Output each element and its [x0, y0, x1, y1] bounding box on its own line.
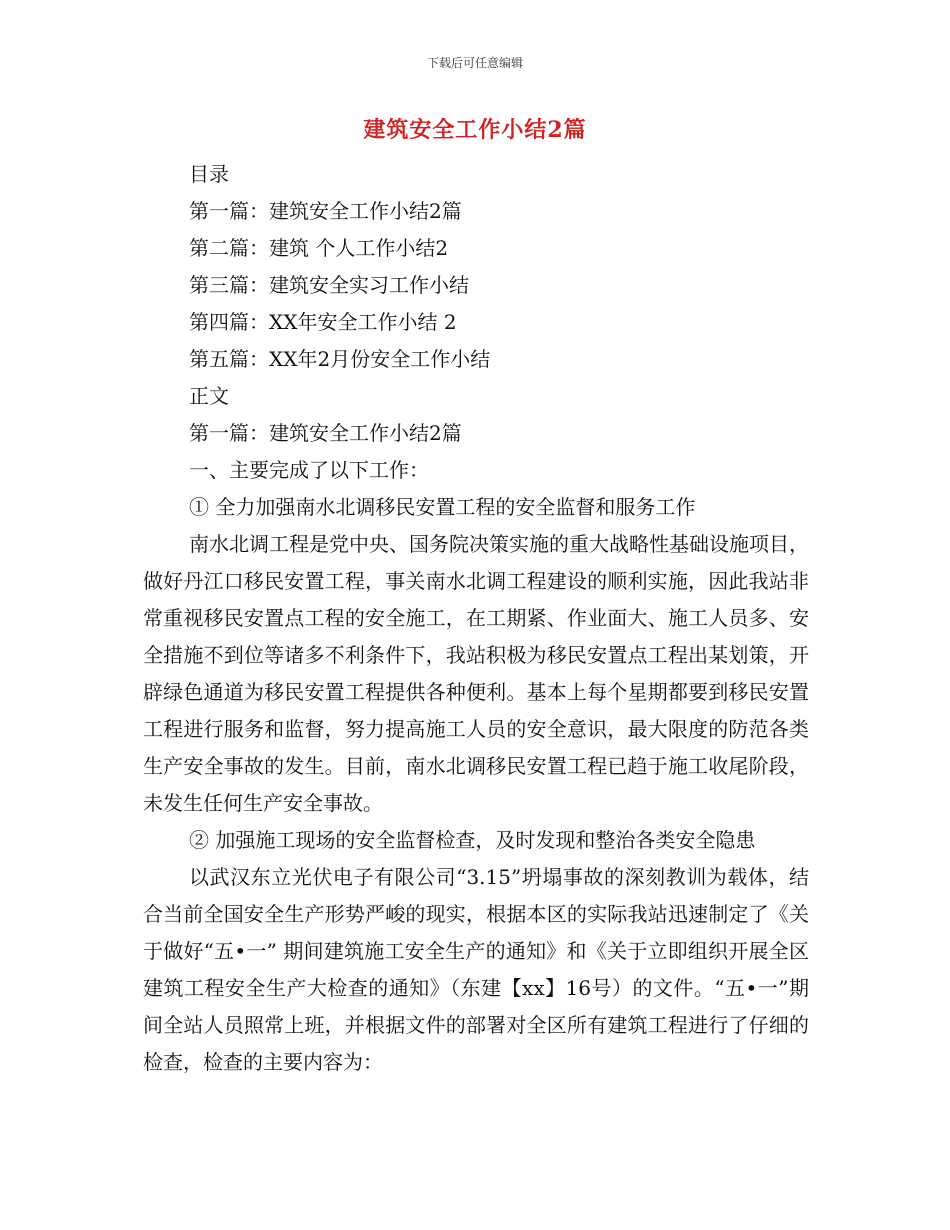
document-title: 建筑安全工作小结2篇	[363, 117, 587, 143]
item-heading: ① 全力加强南水北调移民安置工程的安全监督和服务工作	[189, 495, 696, 519]
item-heading: ② 加强施工现场的安全监督检查，及时发现和整治各类安全隐患	[189, 828, 756, 852]
toc-item: 第五篇：XX年2月份安全工作小结	[189, 347, 491, 371]
body-paragraph: 南水北调工程是党中央、国务院决策实施的重大战略性基础设施项目，做好丹江口移民安置工程，事关南水北调工程建设的顺利实施，因此我站非常重视移民安置点工程的安全施工，在工期紧、作业面大、施工人员多、安全措施不到位等诸多不利条件下，我站积极为移民安置点工程出某划策，开辟绿色通道为移民安置工程提供各种便利。基本上每个星期都要到移民安置工程进行服务和监督，努力提高施工人员的安全意识，最大限度的防范各类生产安全事故的发生。目前，南水北调移民安置工程已趋于施工收尾阶段，未发生任何生产安全事故。	[143, 532, 809, 815]
body-paragraph: 以武汉东立光伏电子有限公司“3.15”坍塌事故的深刻教训为载体，结合当前全国安全生产形势严峻的现实，根据本区的实际我站迅速制定了《关于做好“五•一” 期间建筑施工安全生产的通知》和《关于立即组织开展全区建筑工程安全生产大检查的通知》（东建【xx】16号）的文件。“五•一”期间全站人员照常上班，并根据文件的部署对全区所有建筑工程进行了仔细的检查，检查的主要内容为：	[143, 865, 809, 1074]
toc-item: 第二篇：建筑 个人工作小结2	[189, 236, 449, 260]
toc-item: 第四篇：XX年安全工作小结 2	[189, 310, 457, 334]
toc-item: 第三篇：建筑安全实习工作小结	[189, 273, 469, 297]
document-body	[143, 156, 809, 1081]
chapter-title: 第一篇：建筑安全工作小结2篇	[189, 421, 462, 445]
toc-item: 第一篇：建筑安全工作小结2篇	[189, 199, 462, 223]
toc-heading: 目录	[189, 162, 229, 186]
section-title: 一、主要完成了以下工作：	[189, 458, 429, 482]
header-note: 下载后可任意编辑	[426, 56, 523, 70]
body-heading: 正文	[189, 384, 229, 408]
